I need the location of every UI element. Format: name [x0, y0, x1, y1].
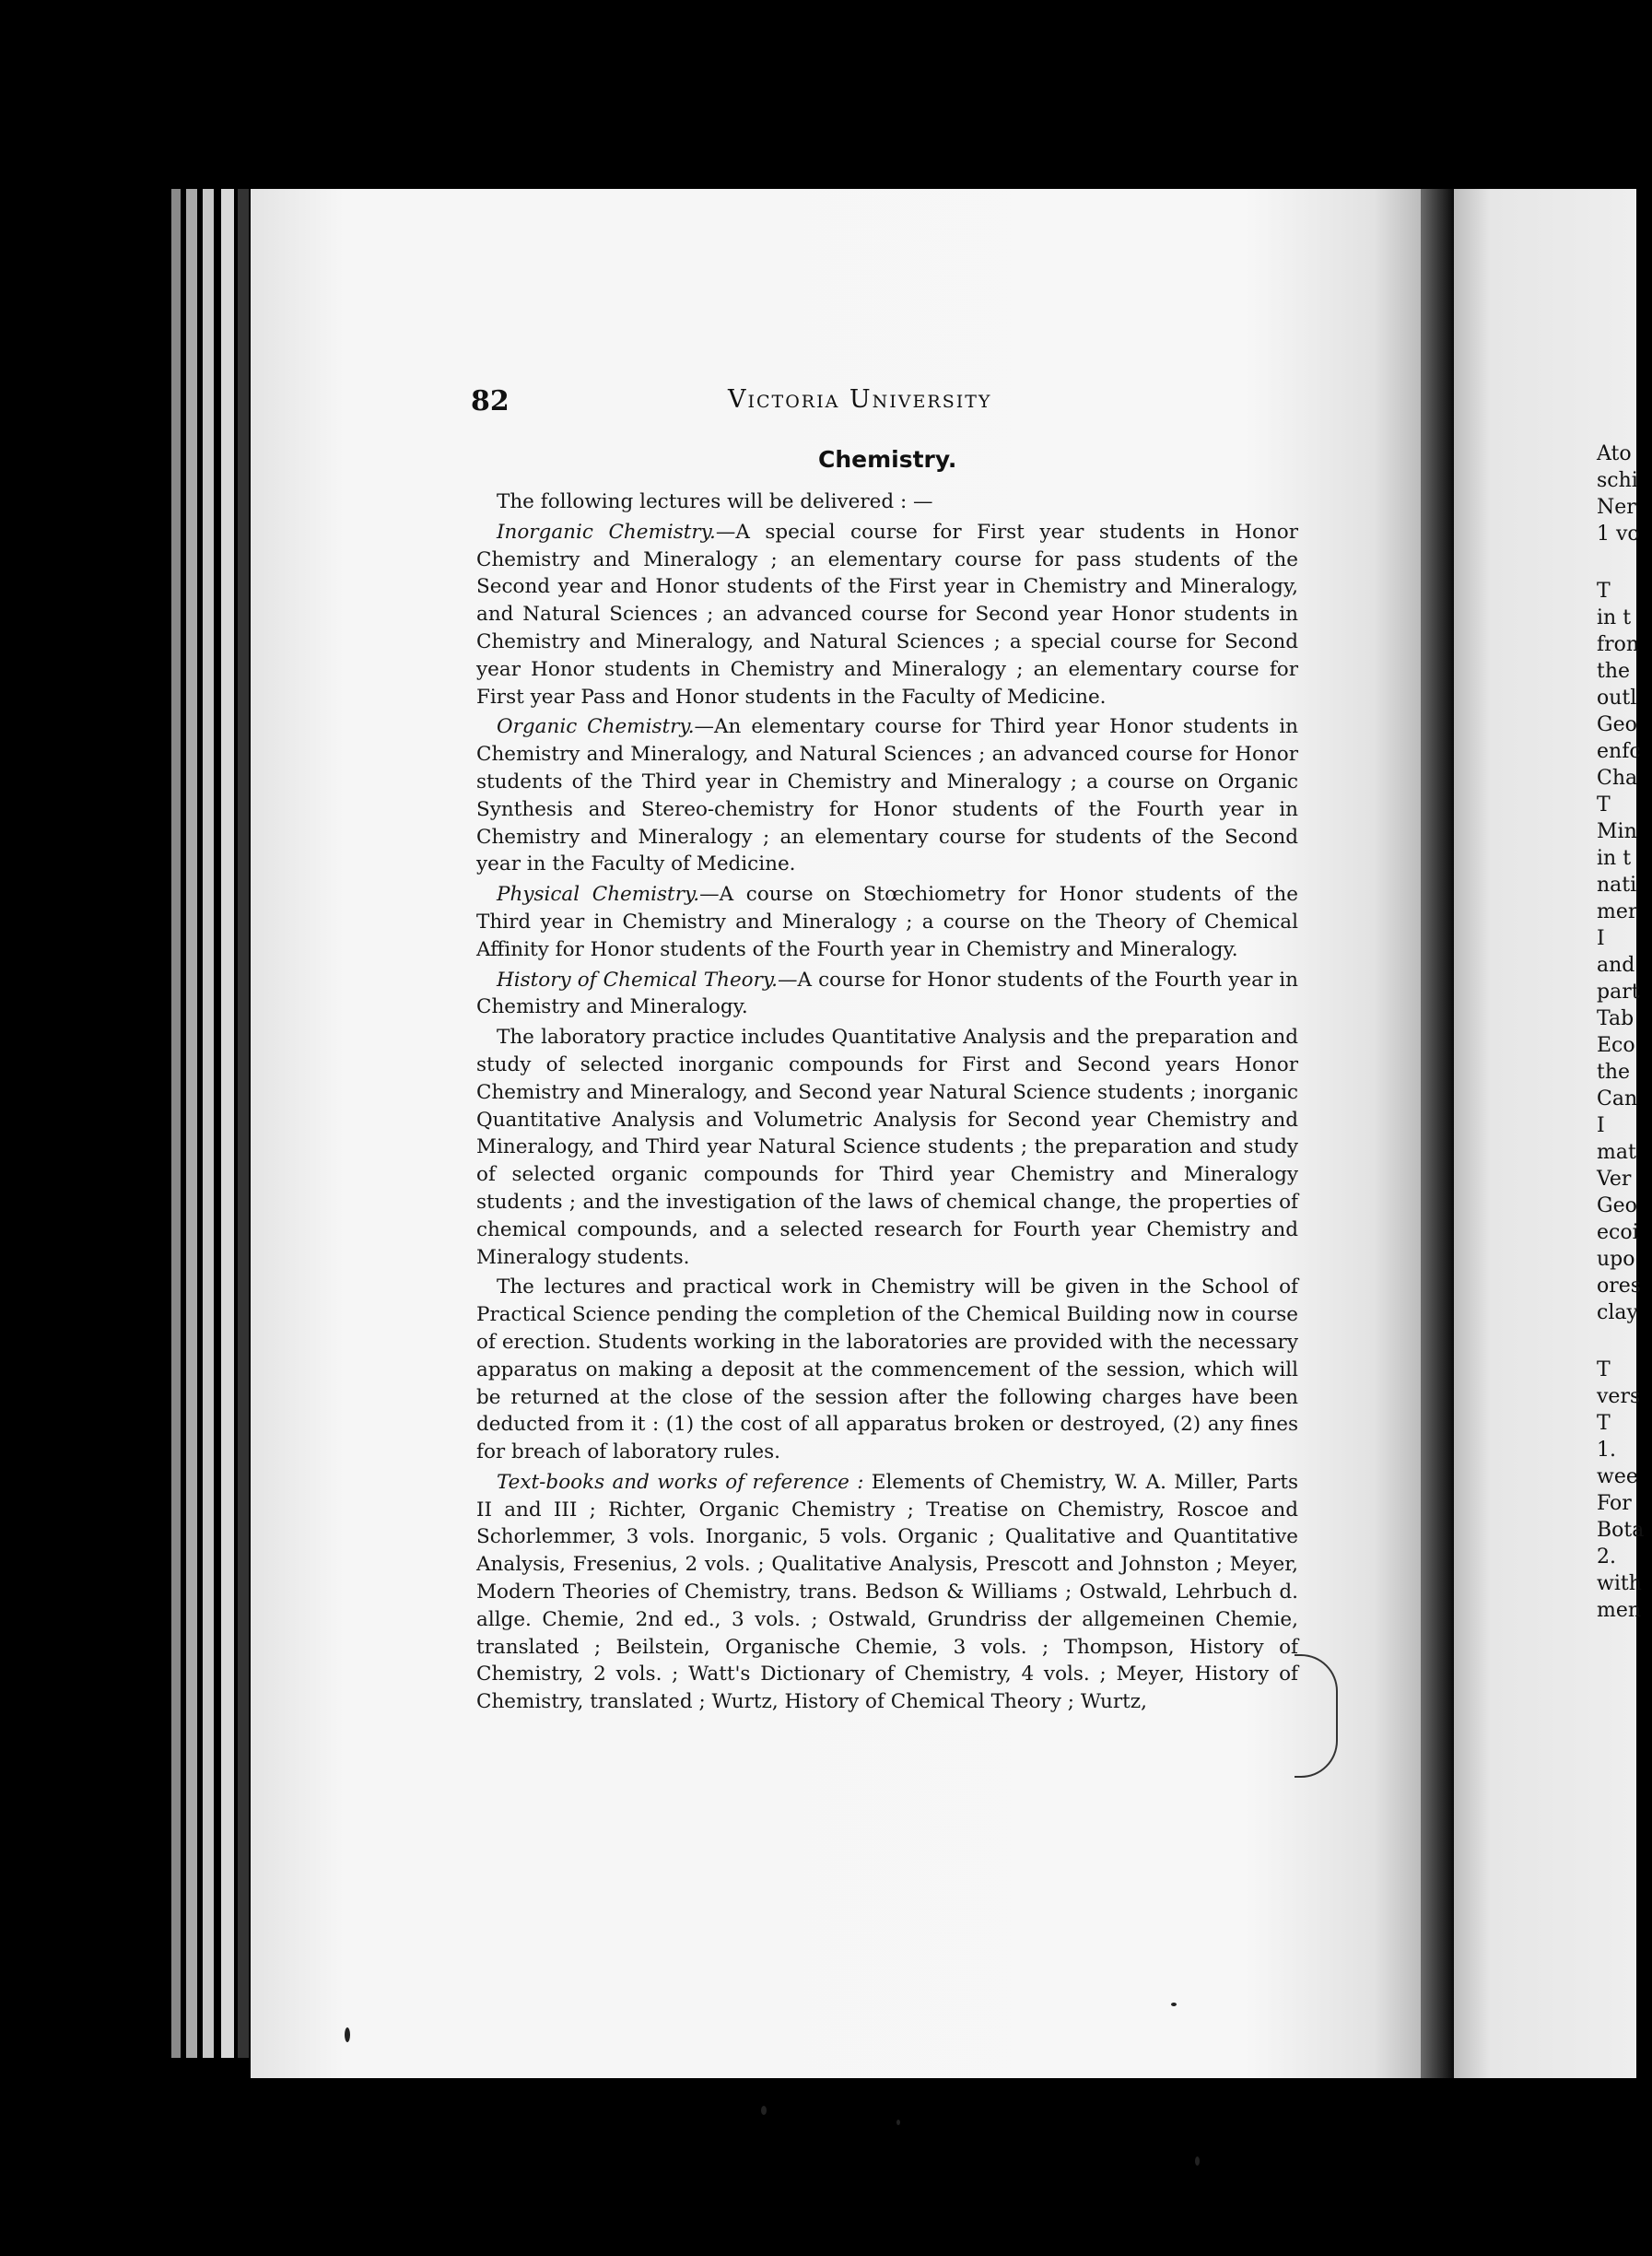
facing-page-line: schi — [1597, 469, 1638, 492]
facing-page-line: outl — [1597, 687, 1637, 710]
body-paragraph — [476, 967, 1298, 1022]
book-gutter — [1421, 189, 1454, 2078]
facing-page-text-fragments — [1597, 441, 1652, 1624]
facing-page-line: Eco — [1597, 1034, 1635, 1057]
page-number: 82 — [471, 385, 510, 417]
facing-page-line: in t — [1597, 606, 1632, 629]
paragraph-lead: History of Chemical Theory. — [497, 968, 779, 992]
facing-page-line: For — [1597, 1492, 1632, 1515]
facing-page-line: mat — [1597, 1141, 1636, 1164]
paragraph-lead: Text-books and works of reference : — [497, 1470, 864, 1494]
ink-speck — [345, 2027, 350, 2042]
facing-page-line: 2. — [1597, 1545, 1616, 1569]
body-paragraph — [476, 1024, 1298, 1271]
facing-page-line: I — [1597, 927, 1605, 950]
facing-page-line: with — [1597, 1572, 1642, 1595]
paragraph-text: The laboratory practice includes Quantitative Analysis and the preparation and study of selected inorganic compounds for First and Second years Honor Chemistry and Mineralogy, and Second year Natural Science students ; inorganic Quantitative Analysis and Volumetric Analysis for Second year Chemistry and Mineralogy, and Third year Natural Science students ; the preparation and study of selected organic compounds for Third year Chemistry and Mineralogy students ; and the investigation of the laws of chemical change, the properties of chemical compounds, and a selected research for Fourth year Chemistry and Mineralogy students. — [476, 1026, 1298, 1269]
facing-page-line: in t — [1597, 847, 1632, 870]
facing-page-line: the — [1597, 1061, 1631, 1084]
facing-page-line: clay — [1597, 1301, 1638, 1324]
facing-page-line: nati — [1597, 874, 1637, 897]
facing-page-line: mer — [1597, 900, 1638, 923]
body-paragraph — [476, 881, 1298, 963]
body-paragraph — [476, 1469, 1298, 1716]
paragraph-lead: Organic Chemistry. — [497, 715, 695, 739]
facing-page-line: T — [1597, 580, 1611, 603]
facing-page-line: T — [1597, 793, 1611, 817]
body-paragraph — [476, 1274, 1298, 1466]
facing-page-line: Min — [1597, 820, 1637, 843]
facing-page-line: ores — [1597, 1275, 1642, 1298]
book-edge-stripe — [221, 189, 234, 2058]
facing-page-line: enfc — [1597, 740, 1641, 763]
facing-page-line: 1. — [1597, 1439, 1616, 1462]
facing-page-line: wee — [1597, 1465, 1638, 1488]
ink-speck — [761, 2106, 767, 2115]
facing-page-line — [1597, 547, 1652, 578]
facing-page-line: T — [1597, 1358, 1611, 1381]
facing-page-line: 1 vo — [1597, 523, 1640, 546]
ink-speck — [1171, 2003, 1177, 2006]
facing-page-line: upo — [1597, 1248, 1635, 1271]
paragraph-text: The following lectures will be delivered : — — [497, 490, 933, 513]
paragraph-text: —A course on Stœchiometry for Honor students of the Third year in Chemistry and Mineralogy ; a course on the Theory of Chemical Affinity for Honor students of the Fourth year in Chemistry and Mineralogy. — [476, 883, 1298, 961]
facing-page-line: I — [1597, 1114, 1605, 1137]
ink-speck — [896, 2120, 900, 2125]
paragraph-lead: Inorganic Chemistry. — [497, 520, 716, 544]
facing-page-line: Bota — [1597, 1519, 1645, 1542]
paragraph-text: The lectures and practical work in Chemistry will be given in the School of Practical Science pending the completion of the Chemical Building now in course of erection. Students working in the laboratories are provided with the necessary apparatus on making a deposit at the commencement of the session, which will be returned at the close of the session after the following charges have been deducted from it : (1) the cost of all apparatus broken or destroyed, (2) any fines for breach of laboratory rules. — [476, 1275, 1298, 1464]
book-edge-stripe — [238, 189, 249, 2058]
facing-page-line: vers — [1597, 1385, 1641, 1408]
body-paragraph — [476, 519, 1298, 711]
facing-page-line: men — [1597, 1599, 1642, 1622]
facing-page-line: part — [1597, 981, 1640, 1004]
facing-page-line: Ver — [1597, 1168, 1632, 1191]
facing-page-line: fron — [1597, 633, 1640, 656]
facing-page-line: Geo — [1597, 713, 1637, 736]
facing-page-line: Cha — [1597, 767, 1638, 790]
facing-page-line — [1597, 1326, 1652, 1357]
facing-page-line: Ato — [1597, 442, 1632, 465]
paragraph-text: Elements of Chemistry, W. A. Miller, Parts II and III ; Richter, Organic Chemistry ; Treatise on Chemistry, Roscoe and Schorlemmer, 3 vols. Inorganic, 5 vols. Organic ; Qualitative and Quantitative Analysis, Fresenius, 2 vols. ; Qualitative Analysis, Prescott and Johnston ; Meyer, Modern Theories of Chemistry, trans. Bedson & Williams ; Ostwald, Lehrbuch d. allge. Chemie, 2nd ed., 3 vols. ; Ostwald, Grundriss der allgemeinen Chemie, translated ; Beilstein, Organische Chemie, 3 vols. ; Thompson, History of Chemistry, 2 vols. ; Watt's Dictionary of Chemistry, 4 vols. ; Meyer, History of Chemistry, translated ; Wurtz, History of Chemical Theory ; Wurtz, — [476, 1470, 1298, 1714]
facing-page-line: and — [1597, 954, 1635, 977]
book-edge-stripe — [171, 189, 181, 2058]
facing-page-line: Ner — [1597, 496, 1636, 519]
facing-page-line: Geo — [1597, 1194, 1637, 1217]
facing-page-line: T — [1597, 1412, 1611, 1435]
ink-speck — [1195, 2156, 1200, 2166]
section-title: Chemistry. — [818, 446, 957, 473]
body-text — [476, 488, 1298, 1719]
facing-page-line: Can — [1597, 1087, 1638, 1110]
body-paragraph — [476, 488, 1298, 516]
facing-page-line: the — [1597, 660, 1631, 683]
book-edge-stripe — [186, 189, 197, 2058]
margin-pen-mark — [1295, 1654, 1338, 1778]
facing-page-line: Tab — [1597, 1007, 1634, 1030]
paragraph-text: —An elementary course for Third year Honor students in Chemistry and Mineralogy, and Natural Sciences ; an advanced course for Honor students of the Third year in Chemistry and Mineralogy ; a course on Organic Synthesis and Stereo-chemistry for Honor students of the Fourth year in Chemistry and Mineralogy ; an elementary course for students of the Second year in the Faculty of Medicine. — [476, 715, 1298, 876]
paragraph-text: —A course for Honor students of the Fourth year in Chemistry and Mineralogy. — [476, 968, 1299, 1019]
body-paragraph — [476, 713, 1298, 878]
running-head: Victoria University — [728, 385, 992, 414]
facing-page-line: ecoi — [1597, 1221, 1639, 1244]
paragraph-text: —A special course for First year students in Honor Chemistry and Mineralogy ; an elementary course for pass students of the Second year and Honor students of the First year in Chemistry and Mineralogy, and Natural Sciences ; an advanced course for Second year Honor students in Chemistry and Mineralogy, and Natural Sciences ; a special course for Second year Honor students in Chemistry and Mineralogy ; an elementary course for First year Pass and Honor students in the Faculty of Medicine. — [476, 520, 1298, 709]
book-edge-stripe — [203, 189, 214, 2058]
paragraph-lead: Physical Chemistry. — [497, 883, 700, 907]
